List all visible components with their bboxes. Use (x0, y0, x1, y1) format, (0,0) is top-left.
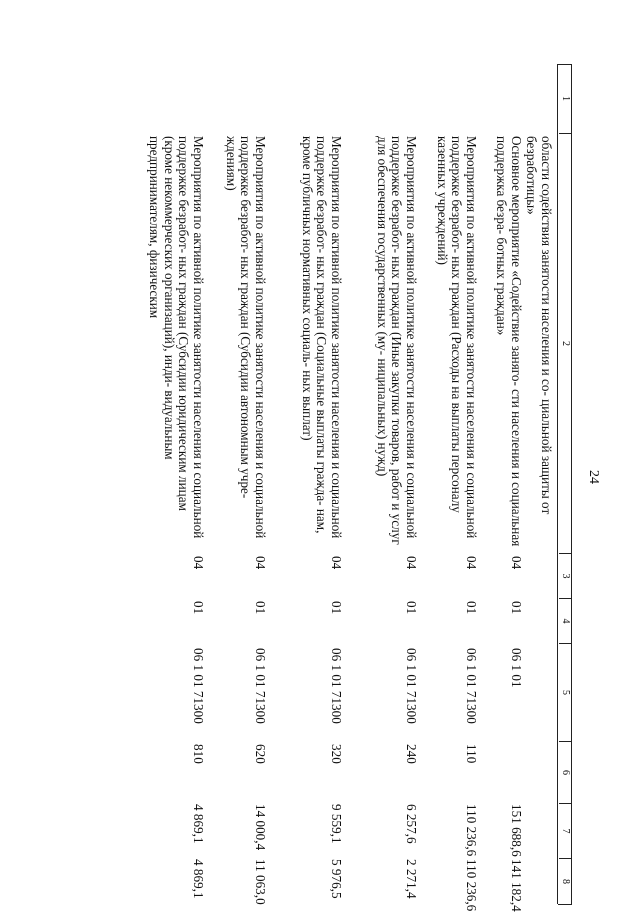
row-name: Мероприятия по активной политике занятости населения и социальной поддержке безработ- ных граждан (Расходы на выплаты персоналу казенных учреждений) (434, 136, 479, 539)
row-target-code: 06 1 01 71300 (191, 648, 206, 724)
table-row (205, 64, 267, 904)
row-subsection: 01 (464, 601, 479, 615)
header-col-4: 4 (559, 599, 572, 644)
table-row (55, 64, 205, 904)
row-expense-type: 320 (329, 744, 344, 764)
header-top-border (571, 64, 572, 904)
table-row (523, 64, 553, 904)
table-row (343, 64, 418, 904)
row-executed-amount: 110 236,6 (464, 859, 479, 912)
table-row (267, 64, 343, 904)
row-section: 04 (404, 556, 419, 570)
row-expense-type: 110 (464, 744, 479, 764)
table-row (478, 64, 524, 912)
row-target-code: 06 1 01 71300 (404, 648, 419, 724)
row-planned-amount: 6 257,6 (404, 804, 419, 844)
row-target-code: 06 1 01 71300 (464, 648, 479, 724)
row-planned-amount: 14 000,4 (253, 804, 268, 851)
row-section: 04 (329, 556, 344, 570)
table-row (418, 64, 479, 912)
row-target-code: 06 1 01 (509, 648, 524, 688)
row-subsection: 01 (253, 601, 268, 615)
page-number: 24 (586, 470, 601, 484)
table-grid (52, 64, 572, 912)
row-section: 04 (253, 556, 268, 570)
row-name: Мероприятия по активной политике занятости населения и социальной поддержке безработ- ных граждан (Иные закупки товаров, работ и услуг для обеспечения государственных (му- ниципальных) нужд) (374, 136, 419, 545)
row-planned-amount: 4 869,1 (191, 804, 206, 844)
row-expense-type: 620 (253, 744, 268, 764)
row-executed-amount: 5 976,5 (329, 859, 344, 899)
row-section: 04 (509, 556, 524, 570)
row-expense-type: 810 (191, 744, 206, 764)
row-target-code: 06 1 01 71300 (253, 648, 268, 724)
row-subsection: 01 (404, 601, 419, 615)
header-col-2: 2 (559, 134, 572, 554)
row-planned-amount: 110 236,6 (464, 804, 479, 857)
header-col-3: 3 (559, 554, 572, 599)
row-name: области содействия занятости населения и со- циальной защиты от безработицы» (524, 136, 554, 515)
row-executed-amount: 141 182,4 (509, 859, 524, 912)
row-planned-amount: 9 559,1 (329, 804, 344, 844)
header-col-1: 1 (559, 64, 572, 134)
row-name: Мероприятия по активной политике занятости населения и социальной поддержке безработ- ных граждан (Субсидии автономным учре- ждениям) (223, 136, 268, 539)
row-section: 04 (464, 556, 479, 570)
header-divider (558, 64, 572, 65)
budget-table (52, 64, 572, 912)
row-name: Мероприятия по активной политике занятости населения и социальной поддержке безработ- ных граждан (Социальные выплаты гражда- нам, кроме публичных нормативных социаль- ных выплат) (299, 136, 344, 539)
row-section: 04 (191, 556, 206, 570)
header-col-6: 6 (559, 742, 572, 804)
row-subsection: 01 (329, 601, 344, 615)
row-target-code: 06 1 01 71300 (329, 648, 344, 724)
header-col-8: 8 (560, 879, 571, 884)
row-executed-amount: 2 271,4 (404, 859, 419, 899)
row-planned-amount: 151 688,6 (509, 804, 524, 857)
table-header-row (558, 64, 572, 904)
row-name: Основное мероприятие «Содействие заняго- сти населения и социальная поддержка безра- ботных граждан» (494, 136, 524, 547)
row-expense-type: 240 (404, 744, 419, 764)
row-name: Мероприятия по активной политике занятости населения и социальной поддержке безработ- ных граждан (Субсидии юридическим лицам (кроме некоммерческих организаций), инди- видуальным предпринимателям, физическим (147, 136, 206, 539)
header-bottom-border (557, 64, 558, 904)
row-executed-amount: 4 869,1 (191, 859, 206, 899)
header-col-5: 5 (559, 644, 572, 742)
row-subsection: 01 (191, 601, 206, 615)
header-col-7: 7 (559, 804, 572, 859)
row-subsection: 01 (509, 601, 524, 615)
row-executed-amount: 11 063,0 (253, 859, 268, 905)
